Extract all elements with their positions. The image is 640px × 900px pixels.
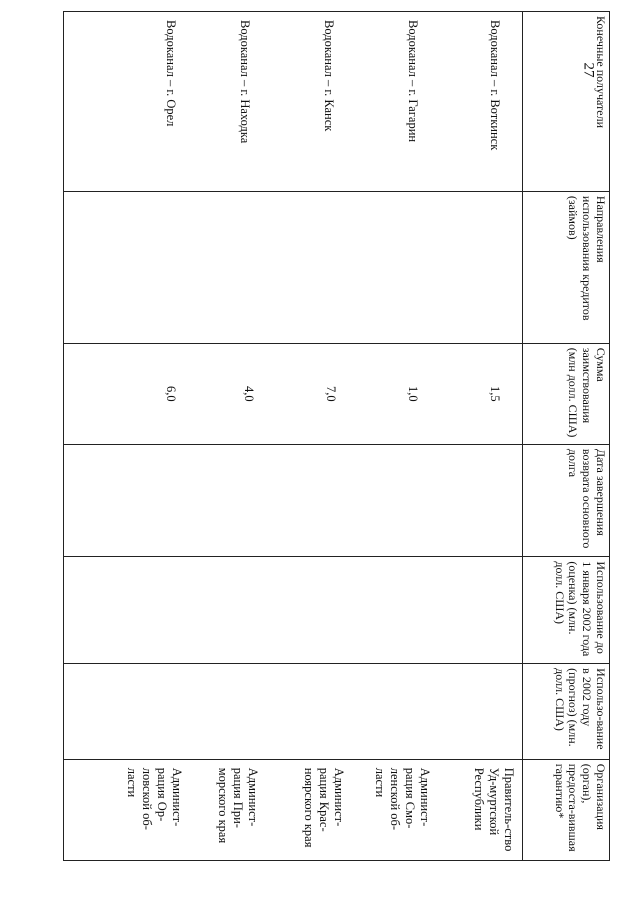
header-usage-2002: Использо-вание в 2002 году (прогноз) (млн. долл. США) <box>523 664 610 760</box>
usage-before-2002-column <box>64 557 523 664</box>
guarantor-entry: Админист-рация Смо-ленской об-ласти <box>373 767 432 831</box>
guarantor-column <box>64 759 523 860</box>
recipient-entry: Водоканал – г. Канск <box>322 20 336 132</box>
guarantor-entry: Админист-рация При-морского края <box>216 767 260 844</box>
header-repayment-date: Дата завершения возврата основного долга <box>523 444 610 556</box>
amount-value: 1,0 <box>406 385 420 402</box>
header-amount: Сумма заимствования (млн долл. США) <box>523 343 610 444</box>
table-body-row <box>64 12 523 861</box>
table-header-row <box>523 12 610 861</box>
guarantor-entry: Админист-рация Ор-ловской об-ласти <box>125 767 184 830</box>
guarantor-entry: Правитель-ство Уд-муртской Республики <box>472 767 516 852</box>
header-guarantor: Организация (орган), предоста-вившая гарантию* <box>523 759 610 860</box>
rotated-sheet <box>50 11 610 861</box>
recipient-entry: Водоканал – г. Воткинск <box>488 20 502 151</box>
amount-value: 1,5 <box>488 385 502 402</box>
page-number: 27 <box>580 62 597 78</box>
header-purpose: Направления использования кредитов (займов) <box>523 191 610 343</box>
recipient-entry: Водоканал – г. Орел <box>164 20 178 127</box>
header-usage-before-2002: Использование до 1 января 2002 года (оценка) (млн. долл. США) <box>523 557 610 664</box>
usage-2002-column <box>64 664 523 760</box>
recipients-column <box>64 12 523 192</box>
amount-value: 7,0 <box>324 385 338 402</box>
amount-column <box>64 343 523 444</box>
recipient-entry: Водоканал – г. Находка <box>238 20 252 144</box>
header-recipients: Конечные получатели <box>523 12 610 192</box>
amount-value: 4,0 <box>242 385 256 402</box>
amount-value: 6,0 <box>164 385 178 402</box>
recipient-entry: Водоканал – г. Гагарин <box>406 20 420 143</box>
borrowings-table <box>63 11 610 861</box>
purpose-column <box>64 191 523 343</box>
guarantor-entry: Админист-рация Крас-ноярского края <box>302 767 346 848</box>
repayment-date-column <box>64 444 523 556</box>
document-frame <box>50 0 630 900</box>
